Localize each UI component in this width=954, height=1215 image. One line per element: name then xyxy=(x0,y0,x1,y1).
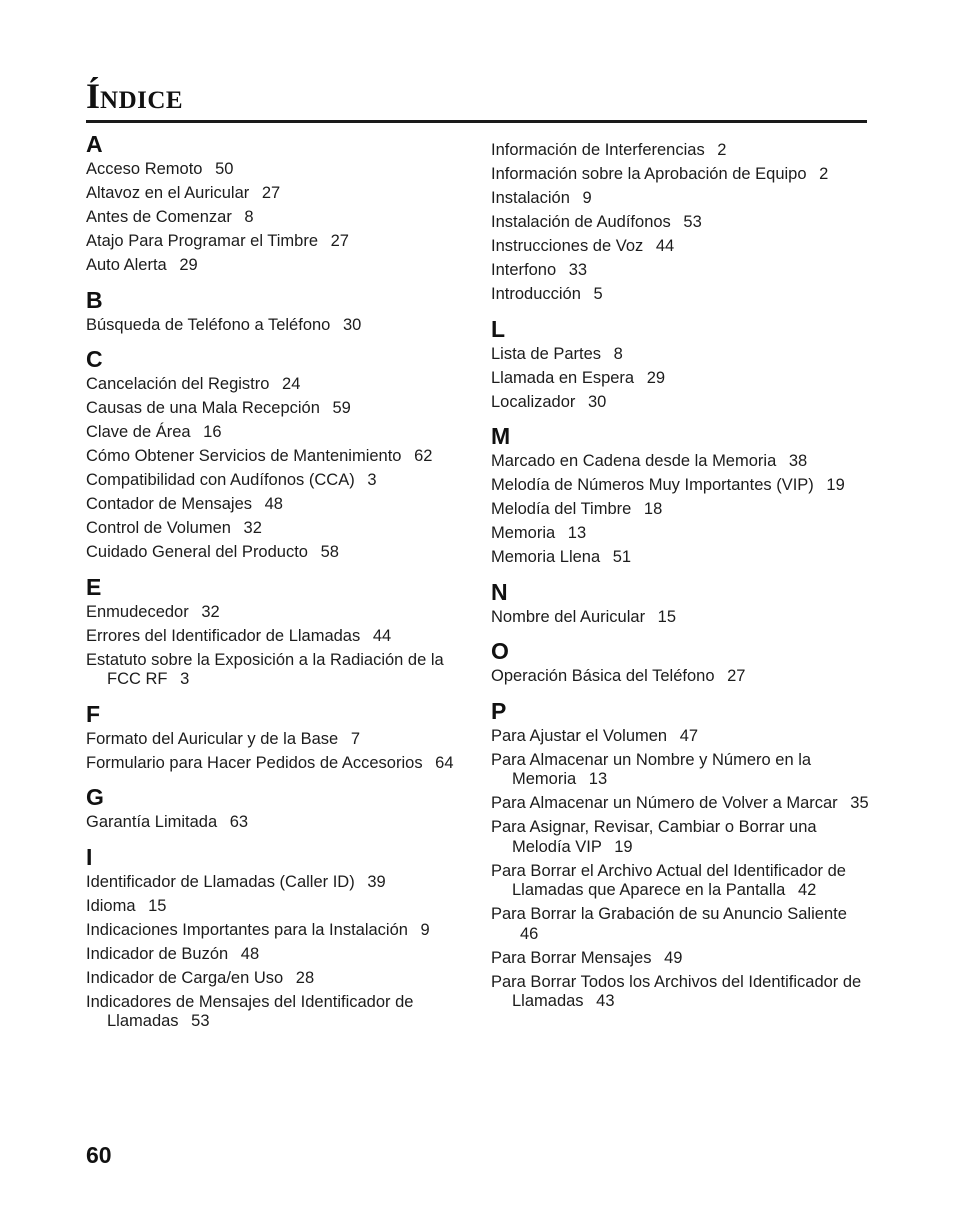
entry-page-number: 15 xyxy=(148,896,167,915)
entry-page-number: 29 xyxy=(179,256,198,274)
index-entry xyxy=(86,423,466,443)
section-letter: N xyxy=(491,578,508,605)
entry-page-number: 51 xyxy=(612,548,632,566)
index-section xyxy=(491,420,871,568)
index-entry xyxy=(86,256,466,276)
index-entry xyxy=(86,754,466,774)
entry-text: Indicador de Buzón xyxy=(86,944,229,963)
section-letter: L xyxy=(491,315,506,342)
entry-text: Antes de Comenzar xyxy=(86,208,232,226)
index-entry xyxy=(86,897,466,917)
entry-text: Operación Básica del Teléfono xyxy=(491,667,715,685)
index-column-right xyxy=(491,141,871,1020)
entry-text: Para Borrar el Archivo Actual del Identificador de Llamadas que Aparece en la Pantalla xyxy=(491,861,846,899)
index-section xyxy=(491,313,871,413)
section-letter: P xyxy=(491,697,507,724)
entry-page-number: 53 xyxy=(683,213,702,231)
entry-page-number: 2 xyxy=(717,141,727,159)
entry-page-number: 9 xyxy=(420,920,430,939)
entry-page-number: 39 xyxy=(367,872,386,891)
entry-page-number: 3 xyxy=(367,471,377,489)
entry-text: Cuidado General del Producto xyxy=(86,543,308,561)
entry-text: Estatuto sobre la Exposición a la Radiación de la FCC RF xyxy=(86,650,444,688)
index-entry xyxy=(86,519,466,539)
index-entry xyxy=(491,667,871,687)
entry-text: Para Borrar Todos los Archivos del Identificador de Llamadas xyxy=(491,972,862,1010)
index-entry xyxy=(491,369,871,389)
entry-list xyxy=(86,375,466,563)
entry-page-number: 15 xyxy=(657,607,677,626)
entry-text: Auto Alerta xyxy=(86,256,167,274)
entry-page-number: 46 xyxy=(520,924,539,943)
entry-page-number: 64 xyxy=(435,753,454,772)
index-section xyxy=(86,571,466,690)
entry-text: Formato del Auricular y de la Base xyxy=(86,729,339,748)
entry-text: Para Borrar la Grabación de su Anuncio Saliente xyxy=(491,905,847,923)
index-entry xyxy=(86,730,466,750)
entry-text: Para Ajustar el Volumen xyxy=(491,726,668,745)
index-entry xyxy=(491,727,871,747)
entry-text: Melodía del Timbre xyxy=(491,500,632,518)
page-number: 60 xyxy=(86,1142,112,1168)
index-entry xyxy=(86,921,466,941)
section-letter: E xyxy=(86,573,102,600)
entry-text: Altavoz en el Auricular xyxy=(86,184,250,202)
index-entry xyxy=(491,905,871,944)
entry-list xyxy=(491,452,871,568)
index-entry xyxy=(86,543,466,563)
entry-text: Interfono xyxy=(491,261,557,279)
entry-list xyxy=(86,873,466,1032)
entry-page-number: 8 xyxy=(244,208,254,226)
index-section xyxy=(86,698,466,774)
index-section xyxy=(491,635,871,687)
entry-page-number: 29 xyxy=(646,368,666,387)
index-section xyxy=(86,781,466,833)
index-entry xyxy=(86,873,466,893)
index-section xyxy=(86,343,466,563)
index-entry xyxy=(86,495,466,515)
entry-page-number: 24 xyxy=(282,375,301,393)
entry-text: Enmudecedor xyxy=(86,602,189,621)
entry-page-number: 33 xyxy=(568,261,588,279)
entry-text: Nombre del Auricular xyxy=(491,607,646,626)
index-entry xyxy=(491,751,871,790)
section-letter: B xyxy=(86,286,103,313)
entry-text: Instrucciones de Voz xyxy=(491,237,644,255)
entry-text: Atajo Para Programar el Timbre xyxy=(86,232,319,250)
entry-text: Para Almacenar un Número de Volver a Marcar xyxy=(491,794,838,812)
index-entry xyxy=(491,237,871,257)
index-entry xyxy=(491,261,871,281)
index-entry xyxy=(86,813,466,833)
index-entry xyxy=(86,208,466,228)
index-entry xyxy=(491,345,871,365)
index-entry xyxy=(491,548,871,568)
index-section xyxy=(86,841,466,1032)
index-entry xyxy=(86,316,466,336)
entry-list xyxy=(86,603,466,690)
entry-text: Información sobre la Aprobación de Equipo xyxy=(491,165,807,183)
entry-page-number: 42 xyxy=(797,881,817,899)
entry-text: Idioma xyxy=(86,896,136,915)
index-entry xyxy=(491,608,871,628)
entry-page-number: 27 xyxy=(330,232,349,250)
index-entry xyxy=(491,949,871,969)
index-entry xyxy=(86,184,466,204)
index-entry xyxy=(491,524,871,544)
entry-page-number: 13 xyxy=(588,770,608,788)
entry-text: Garantía Limitada xyxy=(86,813,218,831)
entry-list xyxy=(491,141,871,305)
entry-text: Lista de Partes xyxy=(491,344,602,363)
index-entry xyxy=(491,165,871,185)
entry-text: Identificador de Llamadas (Caller ID) xyxy=(86,872,355,891)
entry-text: Para Borrar Mensajes xyxy=(491,948,652,967)
index-section xyxy=(491,576,871,628)
entry-page-number: 44 xyxy=(372,626,392,645)
entry-page-number: 19 xyxy=(826,476,845,494)
index-entry xyxy=(491,973,871,1012)
index-entry xyxy=(86,993,466,1032)
entry-page-number: 5 xyxy=(593,285,603,303)
entry-list xyxy=(491,727,871,1012)
entry-page-number: 13 xyxy=(567,524,587,542)
entry-page-number: 27 xyxy=(261,184,281,202)
entry-page-number: 59 xyxy=(332,399,351,417)
section-letter: F xyxy=(86,700,101,727)
entry-list xyxy=(86,316,466,336)
entry-text: Contador de Mensajes xyxy=(86,495,253,513)
entry-text: Llamada en Espera xyxy=(491,368,635,387)
entry-page-number: 16 xyxy=(203,423,222,441)
entry-text: Búsqueda de Teléfono a Teléfono xyxy=(86,315,331,334)
section-letter: M xyxy=(491,423,511,449)
entry-page-number: 44 xyxy=(655,237,675,255)
index-entry xyxy=(86,471,466,491)
index-section xyxy=(86,284,466,336)
index-section xyxy=(491,695,871,1012)
entry-page-number: 63 xyxy=(229,813,249,831)
entry-list xyxy=(491,345,871,413)
index-entry xyxy=(86,945,466,965)
entry-page-number: 30 xyxy=(587,392,607,411)
index-entry xyxy=(491,794,871,814)
entry-text: Cancelación del Registro xyxy=(86,375,270,393)
index-entry xyxy=(491,213,871,233)
section-letter: C xyxy=(86,346,103,372)
entry-list xyxy=(86,160,466,276)
entry-text: Instalación xyxy=(491,189,570,207)
page-title xyxy=(86,78,183,114)
index-entry xyxy=(491,141,871,161)
index-entry xyxy=(86,603,466,623)
index-entry xyxy=(491,818,871,857)
index-entry xyxy=(86,627,466,647)
entry-page-number: 32 xyxy=(243,519,262,537)
entry-text: Localizador xyxy=(491,392,576,411)
entry-text: Compatibilidad con Audífonos (CCA) xyxy=(86,471,355,489)
index-column-left xyxy=(86,128,466,1040)
title-rule xyxy=(86,120,867,123)
index-entry xyxy=(86,232,466,252)
index-entry xyxy=(491,393,871,413)
section-letter: A xyxy=(86,131,103,157)
entry-page-number: 27 xyxy=(727,667,746,685)
entry-page-number: 19 xyxy=(614,837,633,856)
entry-text: Control de Volumen xyxy=(86,519,231,537)
entry-text: Cómo Obtener Servicios de Mantenimiento xyxy=(86,447,402,465)
entry-text: Indicador de Carga/en Uso xyxy=(86,968,284,987)
entry-text: Marcado en Cadena desde la Memoria xyxy=(491,452,777,470)
entry-page-number: 50 xyxy=(215,160,234,178)
entry-text: Memoria xyxy=(491,524,556,542)
entry-page-number: 58 xyxy=(320,543,339,561)
section-letter: O xyxy=(491,638,509,664)
entry-text: Formulario para Hacer Pedidos de Accesorios xyxy=(86,753,423,772)
entry-page-number: 32 xyxy=(201,602,220,621)
entry-text: Causas de una Mala Recepción xyxy=(86,399,320,417)
index-entry xyxy=(491,452,871,472)
entry-text: Introducción xyxy=(491,285,581,303)
entry-page-number: 28 xyxy=(295,968,315,987)
page-title-initial: Í xyxy=(86,76,101,116)
page-title-rest: NDICE xyxy=(100,87,184,114)
entry-text: Acceso Remoto xyxy=(86,160,203,178)
index-entry xyxy=(491,500,871,520)
index-entry xyxy=(491,476,871,496)
index-entry xyxy=(86,447,466,467)
index-entry xyxy=(86,375,466,395)
index-entry xyxy=(491,285,871,305)
entry-text: Información de Interferencias xyxy=(491,141,705,159)
entry-page-number: 49 xyxy=(664,948,683,967)
entry-page-number: 62 xyxy=(414,447,433,465)
entry-text: Clave de Área xyxy=(86,423,191,441)
index-entry xyxy=(86,651,466,690)
entry-list xyxy=(86,813,466,833)
index-entry xyxy=(491,189,871,209)
entry-text: Indicadores de Mensajes del Identificador de Llamadas xyxy=(86,992,414,1030)
index-entry xyxy=(491,862,871,901)
entry-text: Instalación de Audífonos xyxy=(491,213,671,231)
entry-list xyxy=(86,730,466,774)
entry-text: Para Asignar, Revisar, Cambiar o Borrar una Melodía VIP xyxy=(491,818,817,856)
entry-page-number: 48 xyxy=(240,944,260,963)
index-section xyxy=(491,141,871,305)
entry-page-number: 53 xyxy=(191,1012,210,1030)
entry-page-number: 35 xyxy=(850,794,869,812)
entry-page-number: 48 xyxy=(264,495,283,513)
entry-page-number: 8 xyxy=(613,344,623,363)
entry-page-number: 3 xyxy=(180,670,190,688)
entry-page-number: 43 xyxy=(596,992,615,1010)
entry-page-number: 47 xyxy=(679,726,699,745)
entry-page-number: 30 xyxy=(342,315,362,334)
entry-page-number: 38 xyxy=(788,452,808,470)
index-entry xyxy=(86,969,466,989)
entry-text: Errores del Identificador de Llamadas xyxy=(86,626,361,645)
entry-page-number: 7 xyxy=(350,729,360,748)
entry-text: Para Almacenar un Nombre y Número en la Memoria xyxy=(491,750,812,788)
entry-list xyxy=(491,667,871,687)
index-section xyxy=(86,128,466,276)
index-entry xyxy=(86,160,466,180)
entry-page-number: 18 xyxy=(643,500,663,518)
entry-text: Melodía de Números Muy Importantes (VIP) xyxy=(491,476,814,494)
entry-list xyxy=(491,608,871,628)
section-letter: G xyxy=(86,784,104,810)
entry-page-number: 9 xyxy=(582,189,592,207)
section-letter: I xyxy=(86,843,93,870)
entry-text: Memoria Llena xyxy=(491,548,601,566)
entry-page-number: 2 xyxy=(819,165,829,183)
index-entry xyxy=(86,399,466,419)
entry-text: Indicaciones Importantes para la Instalación xyxy=(86,920,408,939)
